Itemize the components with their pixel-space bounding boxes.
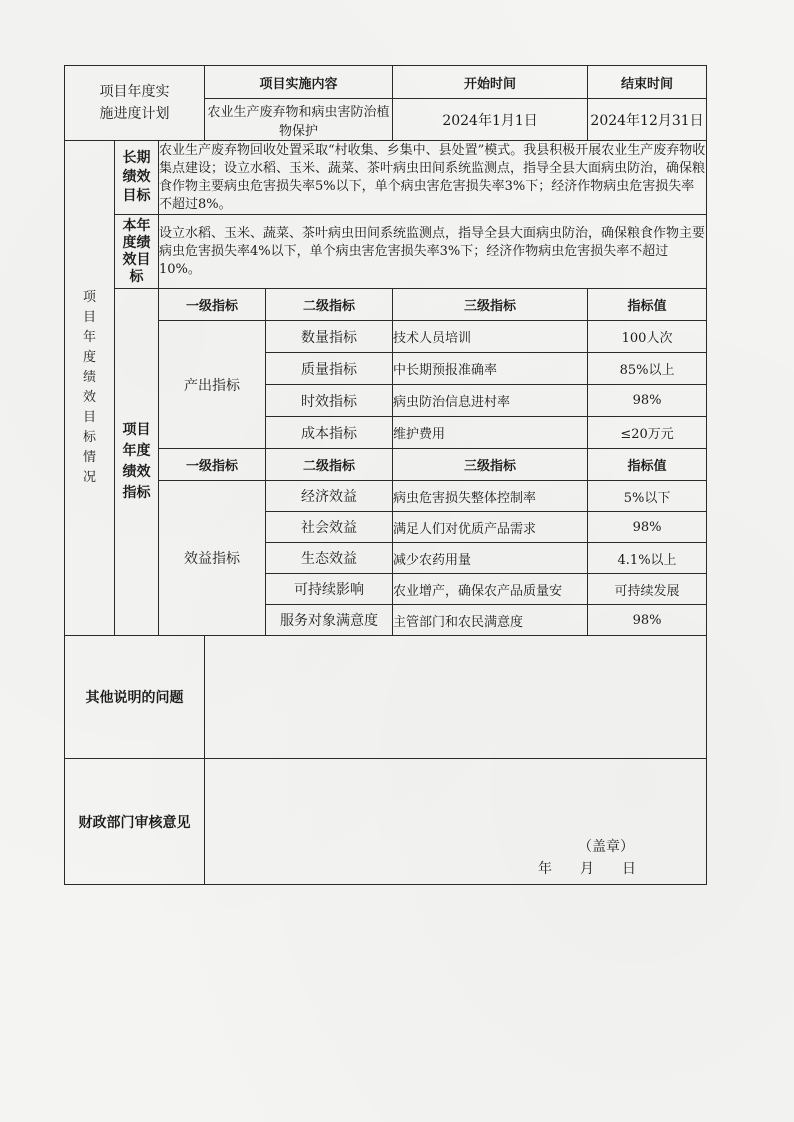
col-header-level3: 三级指标 [393,449,588,481]
annual-goal-label: 本年 度绩 效目 标 [115,215,159,289]
col-header-level2: 二级指标 [266,289,393,321]
benefit-level3: 满足人们对优质产品需求 [393,512,588,543]
table-row [65,481,707,512]
output-level1: 产出指标 [159,321,266,449]
other-notes-row [65,636,707,759]
output-value: ≤20万元 [588,417,707,449]
benefit-value: 5%以下 [588,481,707,512]
finance-review-content [205,759,707,885]
benefit-level3: 病虫危害损失整体控制率 [393,481,588,512]
header-content: 项目实施内容 [205,66,393,99]
output-level3: 病虫防治信息进村率 [393,385,588,417]
header-start-time: 开始时间 [393,66,588,99]
benefit-value: 98% [588,605,707,636]
finance-review-label: 财政部门审核意见 [65,759,205,885]
benefit-level2: 服务对象满意度 [266,605,393,636]
output-level2: 质量指标 [266,353,393,385]
header-end-time: 结束时间 [588,66,707,99]
col-header-value: 指标值 [588,449,707,481]
long-term-goal-label: 长期 绩效 目标 [115,141,159,215]
schedule-end-date: 2024年12月31日 [588,99,707,141]
benefit-level2: 生态效益 [266,543,393,574]
output-header-row [65,289,707,321]
long-term-goal-row [65,141,707,215]
table-row [65,321,707,353]
col-header-level1: 一级指标 [159,289,266,321]
annual-goal-text: 设立水稻、玉米、蔬菜、茶叶病虫田间系统监测点，指导全县大面病虫防治，确保粮食作物主要病虫危害损失率4%以下，单个病虫害危害损失率3%下；经济作物病虫危害损失率不超过10%。 [159,215,707,289]
benefit-value: 可持续发展 [588,574,707,605]
benefit-level3: 主管部门和农民满意度 [393,605,588,636]
annual-goal-row [65,215,707,289]
benefit-level3: 减少农药用量 [393,543,588,574]
col-header-level3: 三级指标 [393,289,588,321]
output-level3: 维护费用 [393,417,588,449]
stamp-text: （盖章） [578,839,635,855]
benefit-value: 4.1%以上 [588,543,707,574]
output-value: 100人次 [588,321,707,353]
col-header-value: 指标值 [588,289,707,321]
benefit-header-row [65,449,707,481]
output-level2: 数量指标 [266,321,393,353]
schedule-header-row [65,66,707,99]
benefit-value: 98% [588,512,707,543]
schedule-content: 农业生产废弃物和病虫害防治植物保护 [205,99,393,141]
other-notes-label: 其他说明的问题 [65,636,205,759]
benefit-level3: 农业增产，确保农产品质量安 [393,574,588,605]
output-value: 98% [588,385,707,417]
col-header-level2: 二级指标 [266,449,393,481]
benefit-level2: 可持续影响 [266,574,393,605]
col-header-level1: 一级指标 [159,449,266,481]
output-level3: 中长期预报准确率 [393,353,588,385]
output-level3: 技术人员培训 [393,321,588,353]
benefit-level2: 经济效益 [266,481,393,512]
indicator-label: 项目 年度 绩效 指标 [115,289,159,636]
long-term-goal-text: 农业生产废弃物回收处置采取“村收集、乡集中、县处置”模式。我县积极开展农业生产废弃物收集点建设；设立水稻、玉米、蔬菜、茶叶病虫田间系统监测点，指导全县大面病虫防治，确保粮食作物主要病虫危害损失率5%以下，单个病虫害危害损失率3%下；经济作物病虫危害损失率不超过8%。 [159,141,707,215]
schedule-start-date: 2024年1月1日 [393,99,588,141]
output-value: 85%以上 [588,353,707,385]
other-notes-content [205,636,707,759]
project-form-table [64,65,707,885]
benefit-level1: 效益指标 [159,481,266,636]
output-level2: 成本指标 [266,417,393,449]
finance-review-row [65,759,707,885]
output-level2: 时效指标 [266,385,393,417]
benefit-level2: 社会效益 [266,512,393,543]
date-line: 年 月 日 [538,861,637,877]
schedule-row-label: 项目年度实 施进度计划 [65,66,205,141]
performance-outer-label: 项 目 年 度 绩 效 目 标 情 况 [65,141,115,636]
